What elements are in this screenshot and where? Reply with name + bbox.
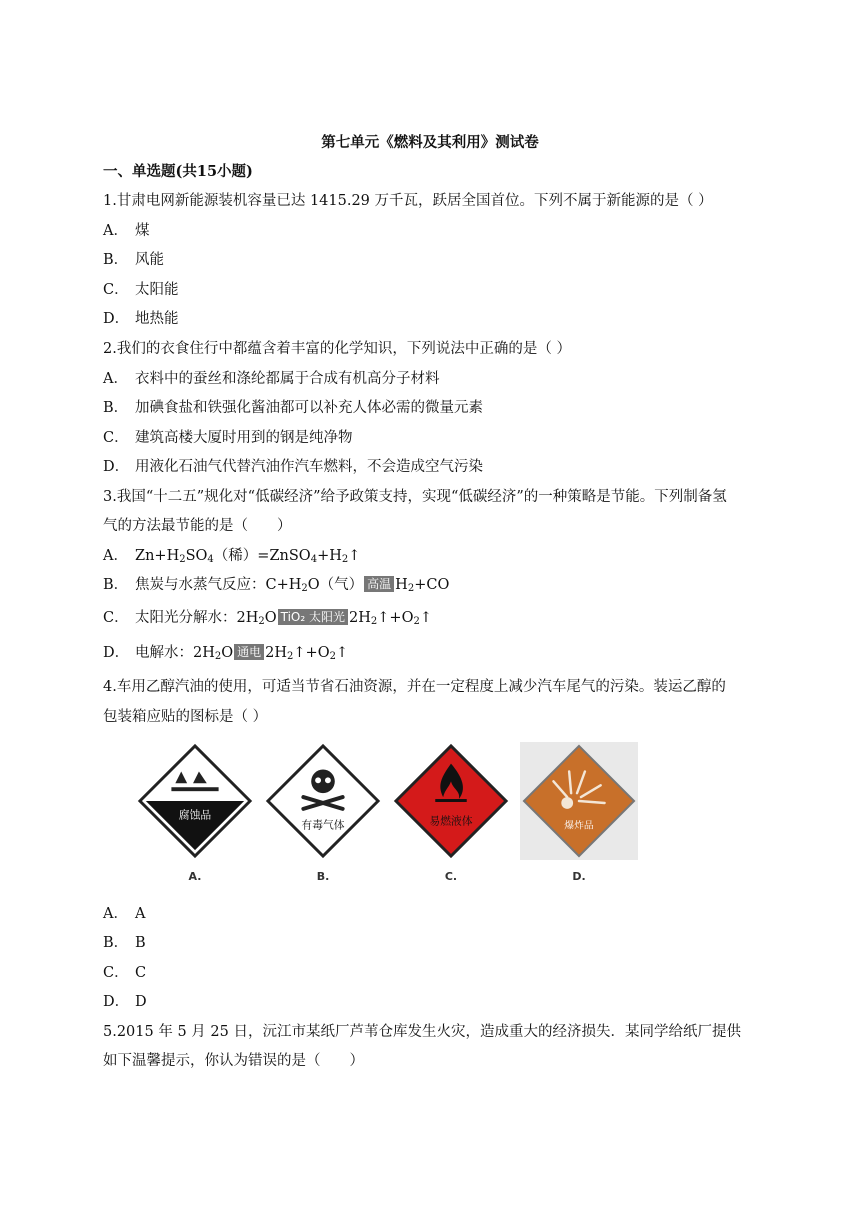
question-4-stem-line-1: 4.车用乙醇汽油的使用，可适当节省石油资源，并在一定程度上减少汽车尾气的污染。装运乙醇的 (103, 679, 726, 695)
reaction-condition-high-temperature: 高温 (364, 576, 394, 592)
sign-caption-c: C. (444, 870, 458, 883)
question-3-stem-line-2: 气的方法最节能的是（ ） (103, 518, 292, 534)
hazard-sign-flammable-liquid (392, 742, 510, 860)
question-3-option-c: C． 太阳光分解水：$2H_2O$ TiO₂ 太阳光 $2H_2↑+O_2↑$ (103, 610, 432, 627)
hazard-sign-corrosive (136, 742, 254, 860)
question-2-stem: 2.我们的衣食住行中都蕴含着丰富的化学知识，下列说法中正确的是（ ） (103, 341, 571, 357)
question-2-option-c: C． 建筑高楼大厦时用到的钢是纯净物 (103, 430, 353, 446)
question-4-option-a: A． A (103, 906, 146, 922)
sign-caption-a: A. (188, 870, 202, 883)
question-3-stem-line-1: 3.我国“十二五”规化对“低碳经济”给予政策支持，实现“低碳经济”的一种策略是节能。下列制备氢 (103, 489, 727, 505)
svg-text:爆炸品: 爆炸品 (564, 820, 594, 832)
hazard-sign-explosive (520, 742, 638, 860)
question-1-option-c: C． 太阳能 (103, 282, 179, 298)
hazard-signs-figure (130, 742, 640, 892)
flame-icon (392, 742, 510, 860)
corrosive-icon (136, 742, 254, 860)
question-1-option-b: B． 风能 (103, 252, 164, 268)
skull-icon (264, 742, 382, 860)
reaction-condition-electricity: 通电 (234, 644, 264, 660)
question-1-option-a: A． 煤 (103, 223, 150, 239)
reaction-condition-catalyst-sunlight: TiO₂ 太阳光 (278, 609, 348, 625)
question-3-option-a: A． $Zn+H_2SO_4$（稀）$=ZnSO_4+H_2↑$ (103, 548, 361, 565)
question-4-option-d: D． D (103, 994, 147, 1010)
question-2-option-b: B． 加碘食盐和铁强化酱油都可以补充人体必需的微量元素 (103, 400, 483, 416)
question-1-option-d: D． 地热能 (103, 311, 179, 327)
svg-text:易燃液体: 易燃液体 (429, 814, 473, 828)
section-heading: 一、单选题(共15小题) (103, 163, 253, 180)
question-1-stem: 1.甘肃电网新能源装机容量已达 1415.29 万千瓦，跃居全国首位。下列不属于新能源的是（ ） (103, 193, 713, 209)
question-4-option-b: B． B (103, 935, 146, 951)
question-5-stem-line-2: 如下温馨提示，你认为错误的是（ ） (103, 1053, 364, 1069)
question-2-option-a: A． 衣料中的蚕丝和涤纶都属于合成有机高分子材料 (103, 371, 440, 387)
question-3-option-b: B． 焦炭与水蒸气反应：$C+H_2O$（气） 高温 $H_2+CO$ (103, 577, 450, 594)
sign-caption-b: B. (316, 870, 330, 883)
svg-text:腐蚀品: 腐蚀品 (178, 808, 212, 822)
question-2-option-d: D． 用液化石油气代替汽油作汽车燃料，不会造成空气污染 (103, 459, 483, 475)
question-4-option-c: C． C (103, 965, 147, 981)
question-4-stem-line-2: 包装箱应贴的图标是（ ） (103, 709, 268, 725)
sign-caption-d: D. (572, 870, 586, 883)
question-3-option-d: D． 电解水：$2H_2O$ 通电 $2H_2↑+O_2↑$ (103, 645, 349, 662)
svg-text:有毒气体: 有毒气体 (301, 818, 345, 832)
question-5-stem-line-1: 5.2015 年 5 月 25 日，沅江市某纸厂芦苇仓库发生火灾，造成重大的经济损失．某同学给纸厂提供 (103, 1024, 741, 1040)
hazard-sign-toxic-gas (264, 742, 382, 860)
page-title: 第七单元《燃料及其利用》测试卷 (321, 134, 539, 151)
explosion-icon (520, 742, 638, 860)
